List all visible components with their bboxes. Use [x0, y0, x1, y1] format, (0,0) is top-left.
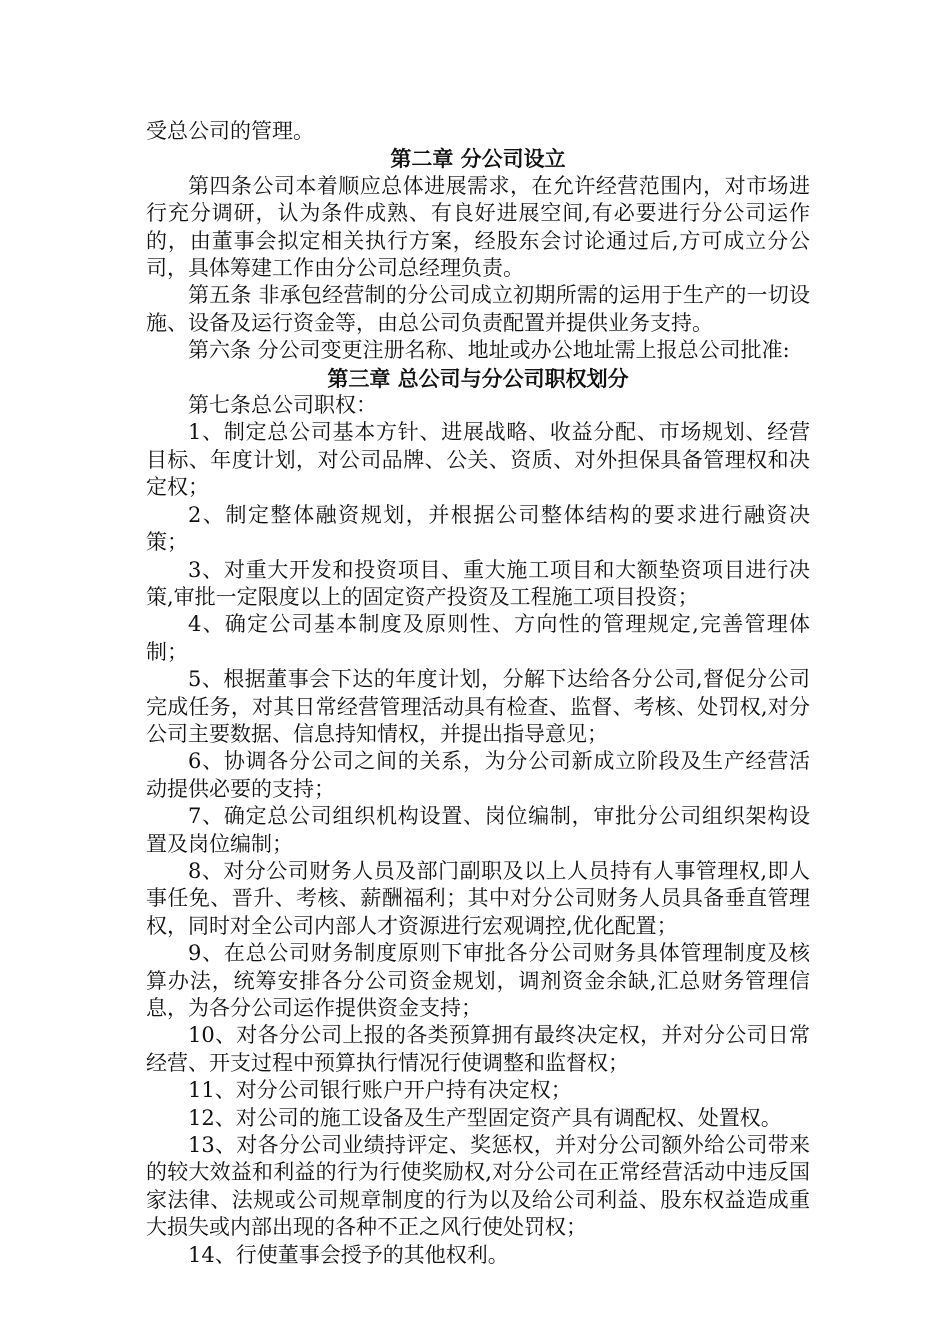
article-6: 第六条 分公司变更注册名称、地址或办公地址需上报总公司批准: [188, 338, 790, 363]
clause-10: 10、对各分公司上报的各类预算拥有最终决定权，并对分公司日常经营、开支过程中预算执行情况行使调整和监督权； [146, 1023, 810, 1075]
chapter-2-title: 第二章 分公司设立 [390, 146, 566, 172]
clause-6: 6、协调各分公司之间的关系，为分公司新成立阶段及生产经营活动提供必要的支持； [146, 749, 810, 801]
clause-9: 9、在总公司财务制度原则下审批各分公司财务具体管理制度及核算办法，统筹安排各分公司资金规划，调剂资金余缺,汇总财务管理信息，为各分公司运作提供资金支持； [146, 941, 810, 1020]
article-4: 第四条公司本着顺应总体进展需求，在允许经营范围内，对市场进行充分调研，认为条件成熟、有良好进展空间,有必要进行分公司运作的，由董事会拟定相关执行方案，经股东会讨论通过后,方可成立分公司，具体筹建工作由分公司总经理负责。 [146, 173, 810, 281]
clause-5: 5、根据董事会下达的年度计划，分解下达给各分公司,督促分公司完成任务，对其日常经营管理活动具有检查、监督、考核、处罚权,对分公司主要数据、信息持知情权，并提出指导意见； [146, 667, 810, 746]
article-7: 第七条总公司职权： [188, 393, 377, 418]
clause-11: 11、对分公司银行账户开户持有决定权； [188, 1078, 572, 1103]
intro-text: 受总公司的管理。 [146, 119, 314, 143]
clause-4: 4、确定公司基本制度及原则性、方向性的管理规定,完善管理体制； [146, 612, 810, 664]
clause-2: 2、制定整体融资规划，并根据公司整体结构的要求进行融资决策； [146, 502, 810, 555]
clause-13: 13、对各分公司业绩持评定、奖惩权，并对分公司额外给公司带来的较大效益和利益的行为行使奖励权,对分公司在正常经营活动中违反国家法律、法规或公司规章制度的行为以及给公司利益、股东权益造成重大损失或内部出现的各种不正之风行使处罚权； [146, 1133, 810, 1240]
chapter-3-title: 第三章 总公司与分公司职权划分 [327, 365, 629, 391]
clause-7: 7、确定总公司组织机构设置、岗位编制，审批分公司组织架构设置及岗位编制； [146, 804, 810, 856]
article-5: 第五条 非承包经营制的分公司成立初期所需的运用于生产的一切设施、设备及运行资金等，由总公司负责配置并提供业务支持。 [146, 283, 810, 335]
clause-1: 1、制定总公司基本方针、进展战略、收益分配、市场规划、经营目标、年度计划，对公司品牌、公关、资质、对外担保具备管理权和决定权； [146, 420, 810, 500]
clause-14: 14、行使董事会授予的其他权利。 [188, 1242, 509, 1267]
document-page [146, 118, 810, 1269]
clause-12: 12、对公司的施工设备及生产型固定资产具有调配权、处置权。 [188, 1105, 782, 1130]
clause-3: 3、对重大开发和投资项目、重大施工项目和大额垫资项目进行决策,审批一定限度以上的固定资产投资及工程施工项目投资； [146, 557, 810, 609]
clause-8: 8、对分公司财务人员及部门副职及以上人员持有人事管理权,即人事任免、晋升、考核、薪酬福利；其中对分公司财务人员具备垂直管理权，同时对全公司内部人才资源进行宏观调控,优化配置； [146, 858, 810, 938]
